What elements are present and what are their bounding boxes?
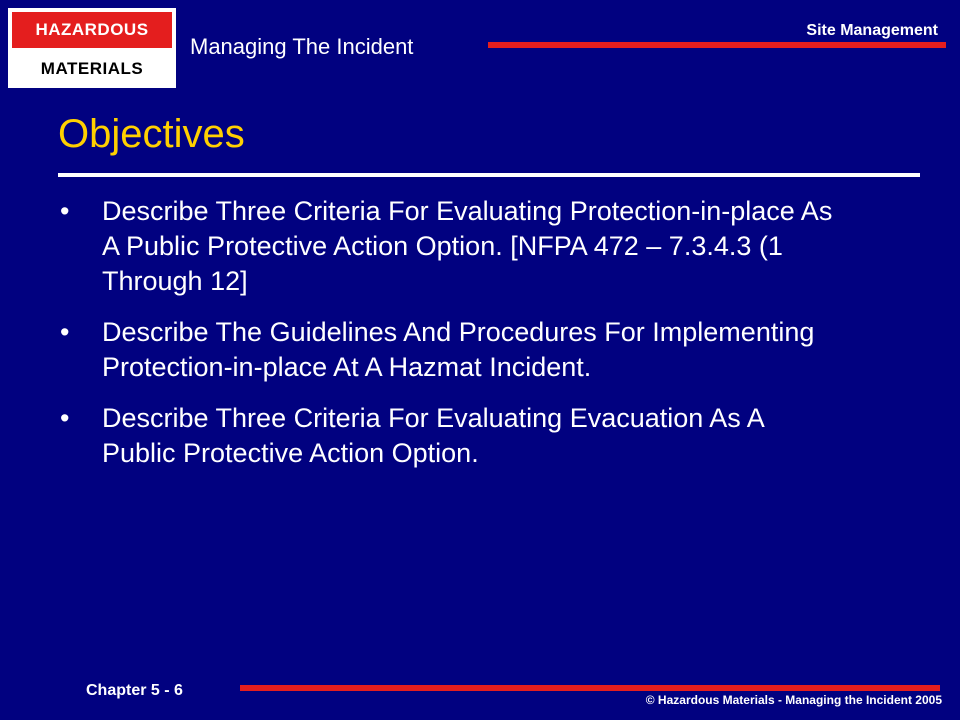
logo (8, 8, 176, 88)
section-label: Site Management (806, 22, 938, 39)
footer-divider (240, 685, 940, 691)
header-title: Managing The Incident (190, 34, 414, 59)
objective-text: Describe The Guidelines And Procedures For Implementing Protection-in-place At A Hazmat Incident. (102, 317, 815, 382)
objective-text: Describe Three Criteria For Evaluating Protection-in-place As A Public Protective Action Option. [NFPA 472 – 7.3.4.3 (1 Through 12] (102, 196, 833, 296)
copyright-text: © Hazardous Materials - Managing the Incident 2005 (645, 693, 942, 707)
header-divider (488, 42, 946, 48)
chapter-label: Chapter 5 - 6 (86, 682, 183, 699)
objective-item (60, 401, 840, 471)
bullet-icon: • (60, 403, 70, 433)
objective-item (60, 315, 840, 385)
logo-hazardous-text: HAZARDOUS (12, 12, 172, 48)
title-divider (58, 173, 920, 177)
bullet-icon: • (60, 317, 70, 347)
logo-materials-text: MATERIALS (40, 59, 144, 78)
objective-item (60, 194, 840, 299)
bullet-icon: • (60, 196, 70, 226)
slide-title: Objectives (58, 112, 245, 156)
objective-text: Describe Three Criteria For Evaluating Evacuation As A Public Protective Action Option. (102, 403, 764, 468)
objectives-list (60, 194, 840, 487)
